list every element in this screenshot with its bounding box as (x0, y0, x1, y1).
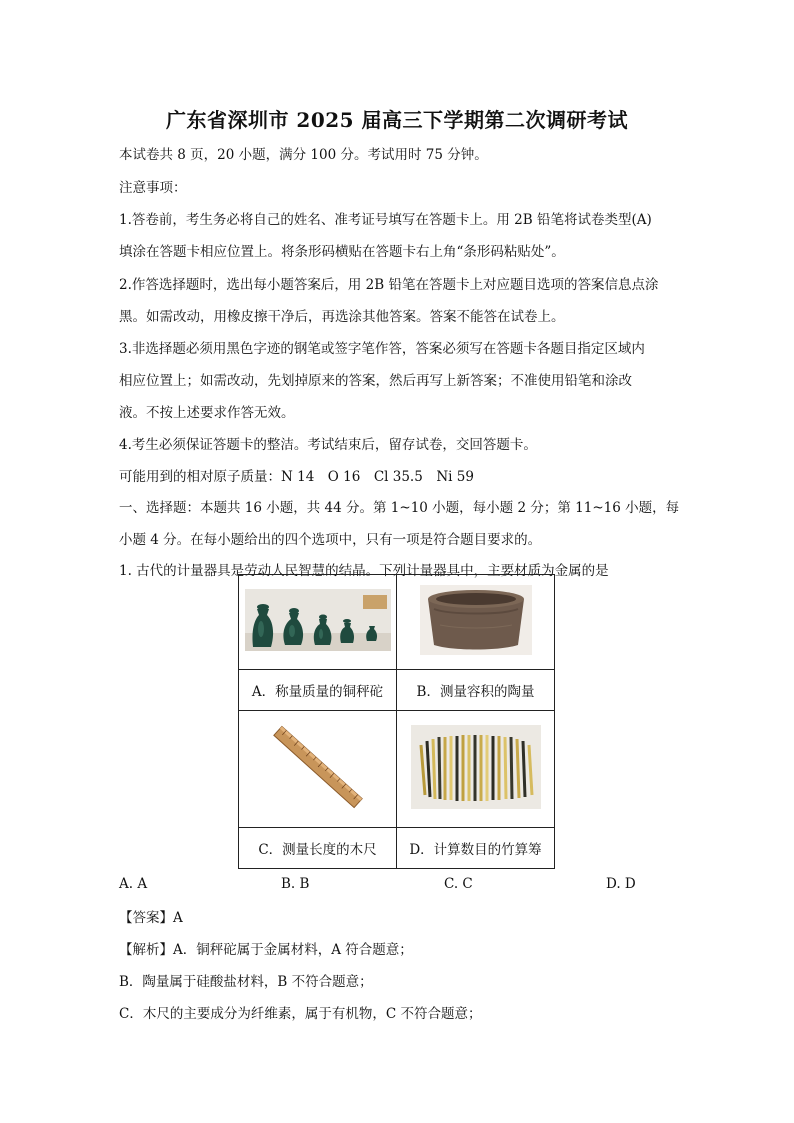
notice-item-3-cont2: 液。不按上述要求作答无效。 (119, 405, 295, 421)
page-title: 广东省深圳市 2025 届高三下学期第二次调研考试 (165, 108, 629, 132)
answer-line: 【答案】A (119, 910, 183, 926)
choice-b: B. B (281, 876, 310, 892)
notice-item-1: 1.答卷前，考生务必将自己的姓名、准考证号填写在答题卡上。用 2B 铅笔将试卷类型(A) (119, 212, 652, 228)
option-a-image-cell (239, 575, 397, 670)
explanation-c: C．木尺的主要成分为纤维素，属于有机物，C 不符合题意； (119, 1006, 482, 1022)
copper-weights-image (245, 589, 391, 651)
option-c-image-cell (239, 711, 397, 828)
choice-a: A. A (119, 876, 148, 892)
option-c-caption: C．测量长度的木尺 (239, 828, 397, 869)
pottery-measure-image (420, 585, 532, 655)
wooden-ruler-image (270, 725, 366, 809)
option-a-caption: A．称量质量的铜秤砣 (239, 670, 397, 711)
atomic-masses: 可能用到的相对原子质量：N 14 O 16 Cl 35.5 Ni 59 (119, 469, 474, 485)
choice-c: C. C (444, 876, 473, 892)
explanation-b: B．陶量属于硅酸盐材料，B 不符合题意； (119, 974, 373, 990)
notice-item-3-cont: 相应位置上；如需改动，先划掉原来的答案，然后再写上新答案；不准使用铅笔和涂改 (119, 373, 632, 389)
bamboo-counting-rods-image (411, 725, 541, 809)
notice-item-4: 4.考生必须保证答题卡的整洁。考试结束后，留存试卷，交回答题卡。 (119, 437, 537, 453)
explanation-a: 【解析】A．铜秤砣属于金属材料，A 符合题意； (119, 942, 413, 958)
question-1-stem: 1. 古代的计量器具是劳动人民智慧的结晶。下列计量器具中，主要材质为金属的是 (119, 563, 609, 579)
options-table (238, 574, 555, 869)
notice-heading: 注意事项： (119, 180, 187, 196)
option-d-caption: D．计算数目的竹算筹 (397, 828, 555, 869)
section-heading: 一、选择题：本题共 16 小题，共 44 分。第 1~10 小题，每小题 2 分；第 11~16 小题，每 (119, 500, 680, 516)
option-b-caption: B．测量容积的陶量 (397, 670, 555, 711)
notice-item-2: 2.作答选择题时，选出每小题答案后，用 2B 铅笔在答题卡上对应题目选项的答案信息点涂 (119, 277, 659, 293)
exam-info: 本试卷共 8 页，20 小题，满分 100 分。考试用时 75 分钟。 (119, 147, 488, 163)
option-d-image-cell (397, 711, 555, 828)
notice-item-1-cont: 填涂在答题卡相应位置上。将条形码横贴在答题卡右上角“条形码粘贴处”。 (119, 244, 565, 260)
notice-item-2-cont: 黑。如需改动，用橡皮擦干净后，再选涂其他答案。答案不能答在试卷上。 (119, 309, 565, 325)
option-b-image-cell (397, 575, 555, 670)
section-heading-cont: 小题 4 分。在每小题给出的四个选项中，只有一项是符合题目要求的。 (119, 532, 542, 548)
notice-item-3: 3.非选择题必须用黑色字迹的钢笔或签字笔作答，答案必须写在答题卡各题目指定区域内 (119, 341, 645, 357)
choice-d: D. D (606, 876, 636, 892)
